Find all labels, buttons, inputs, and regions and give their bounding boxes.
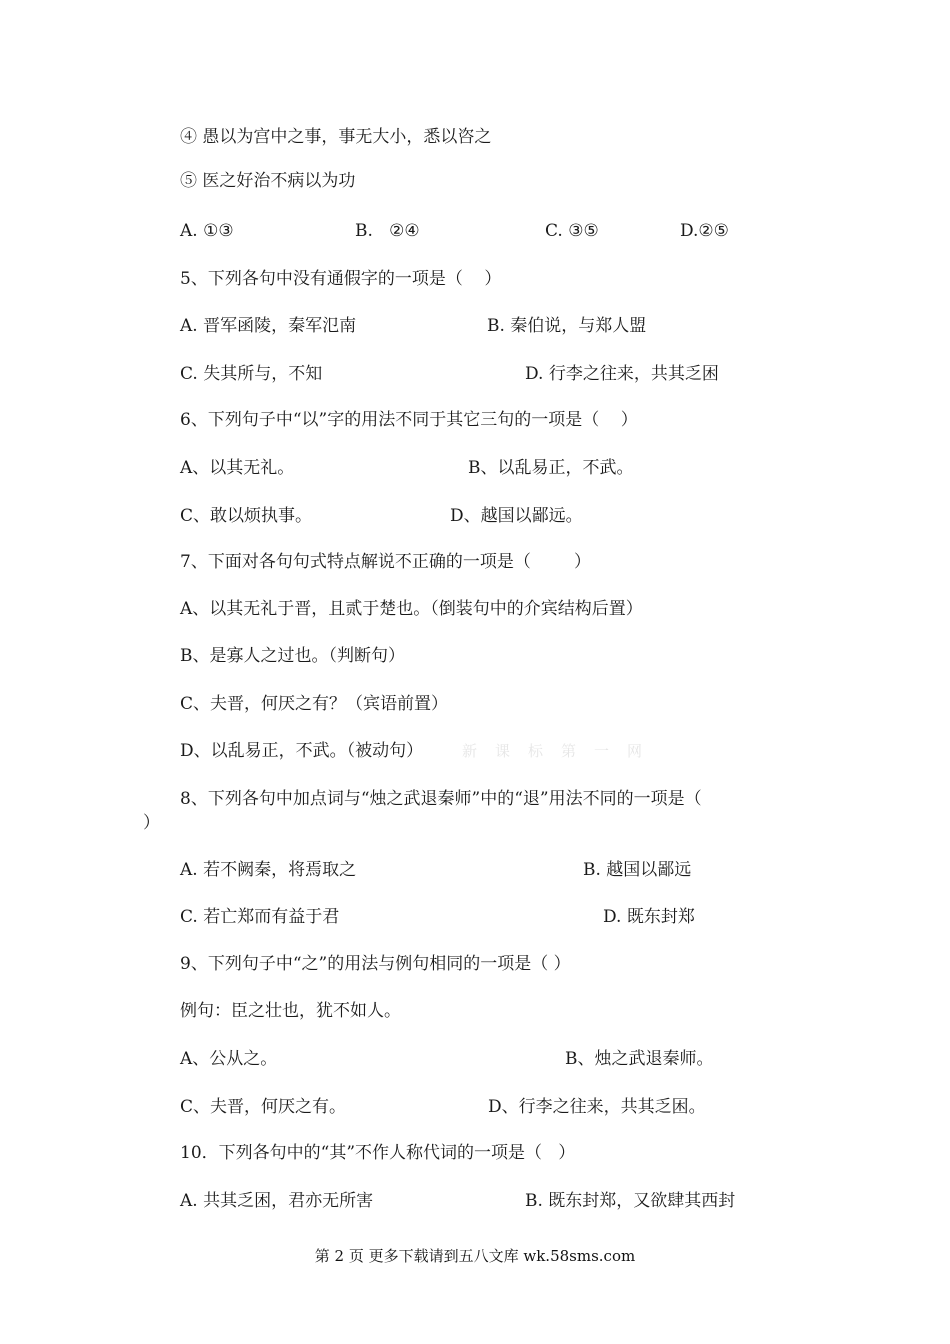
q5-option-c: C. 失其所与，不知 xyxy=(180,364,323,384)
q5-option-b: B. 秦伯说，与郑人盟 xyxy=(487,316,647,336)
q7-option-d: D、以乱易正，不武。（被动句） xyxy=(180,741,424,761)
watermark: 新课标第一网 xyxy=(462,742,661,760)
q7-option-b: B、是寡人之过也。（判断句） xyxy=(180,646,405,666)
q8-option-a: A. 若不阙秦，将焉取之 xyxy=(180,860,357,880)
q9-option-a: A、公从之。 xyxy=(180,1049,278,1069)
q7-stem: 7、下面对各句句式特点解说不正确的一项是（ ） xyxy=(180,552,592,572)
q6-option-b: B、以乱易正，不武。 xyxy=(468,458,634,478)
q8-option-b: B. 越国以鄙远 xyxy=(583,860,692,880)
q10-stem: 10．下列各句中的“其”不作人称代词的一项是（ ） xyxy=(180,1143,576,1163)
q5-option-a: A. 晋军函陵，秦军氾南 xyxy=(180,316,357,336)
q8-option-c: C. 若亡郑而有益于君 xyxy=(180,907,340,927)
q9-stem: 9、下列句子中“之”的用法与例句相同的一项是（ ） xyxy=(180,954,571,974)
q7-option-a: A、以其无礼于晋，且贰于楚也。（倒装句中的介宾结构后置） xyxy=(180,599,643,619)
q6-stem: 6、下列句子中“以”字的用法不同于其它三句的一项是（ ） xyxy=(180,410,638,430)
q8-option-d: D. 既东封郑 xyxy=(603,907,695,927)
q4-option-b: B. ②④ xyxy=(355,221,420,241)
q6-option-c: C、敢以烦执事。 xyxy=(180,506,313,526)
page-footer: 第 2 页 更多下载请到五八文库 wk.58sms.com xyxy=(314,1247,636,1265)
q4-option-a: A. ①③ xyxy=(180,221,234,241)
q8-stem: 8、下列各句中加点词与“烛之武退秦师”中的“退”用法不同的一项是（ xyxy=(180,789,702,809)
q9-example: 例句：臣之壮也，犹不如人。 xyxy=(180,1001,401,1021)
q8-stem-continuation: ） xyxy=(143,813,160,833)
q5-stem: 5、下列各句中没有通假字的一项是（ ） xyxy=(180,269,502,289)
q4-option-c: C. ③⑤ xyxy=(545,221,599,241)
q9-option-b: B、烛之武退秦师。 xyxy=(565,1049,714,1069)
q7-option-c: C、夫晋，何厌之有？（宾语前置） xyxy=(180,694,449,714)
q4-item-5: ⑤ 医之好治不病以为功 xyxy=(180,171,356,191)
q4-item-4: ④ 愚以为宫中之事，事无大小，悉以咨之 xyxy=(180,127,492,147)
q9-option-c: C、夫晋，何厌之有。 xyxy=(180,1097,347,1117)
q6-option-d: D、越国以鄙远。 xyxy=(450,506,583,526)
q10-option-b: B. 既东封郑，又欲肆其西封 xyxy=(525,1191,736,1211)
q10-option-a: A. 共其乏困，君亦无所害 xyxy=(180,1191,374,1211)
q4-option-d: D.②⑤ xyxy=(680,221,729,241)
q6-option-a: A、以其无礼。 xyxy=(180,458,295,478)
q5-option-d: D. 行李之往来，共其乏困 xyxy=(525,364,719,384)
q9-option-d: D、行李之往来，共其乏困。 xyxy=(488,1097,706,1117)
